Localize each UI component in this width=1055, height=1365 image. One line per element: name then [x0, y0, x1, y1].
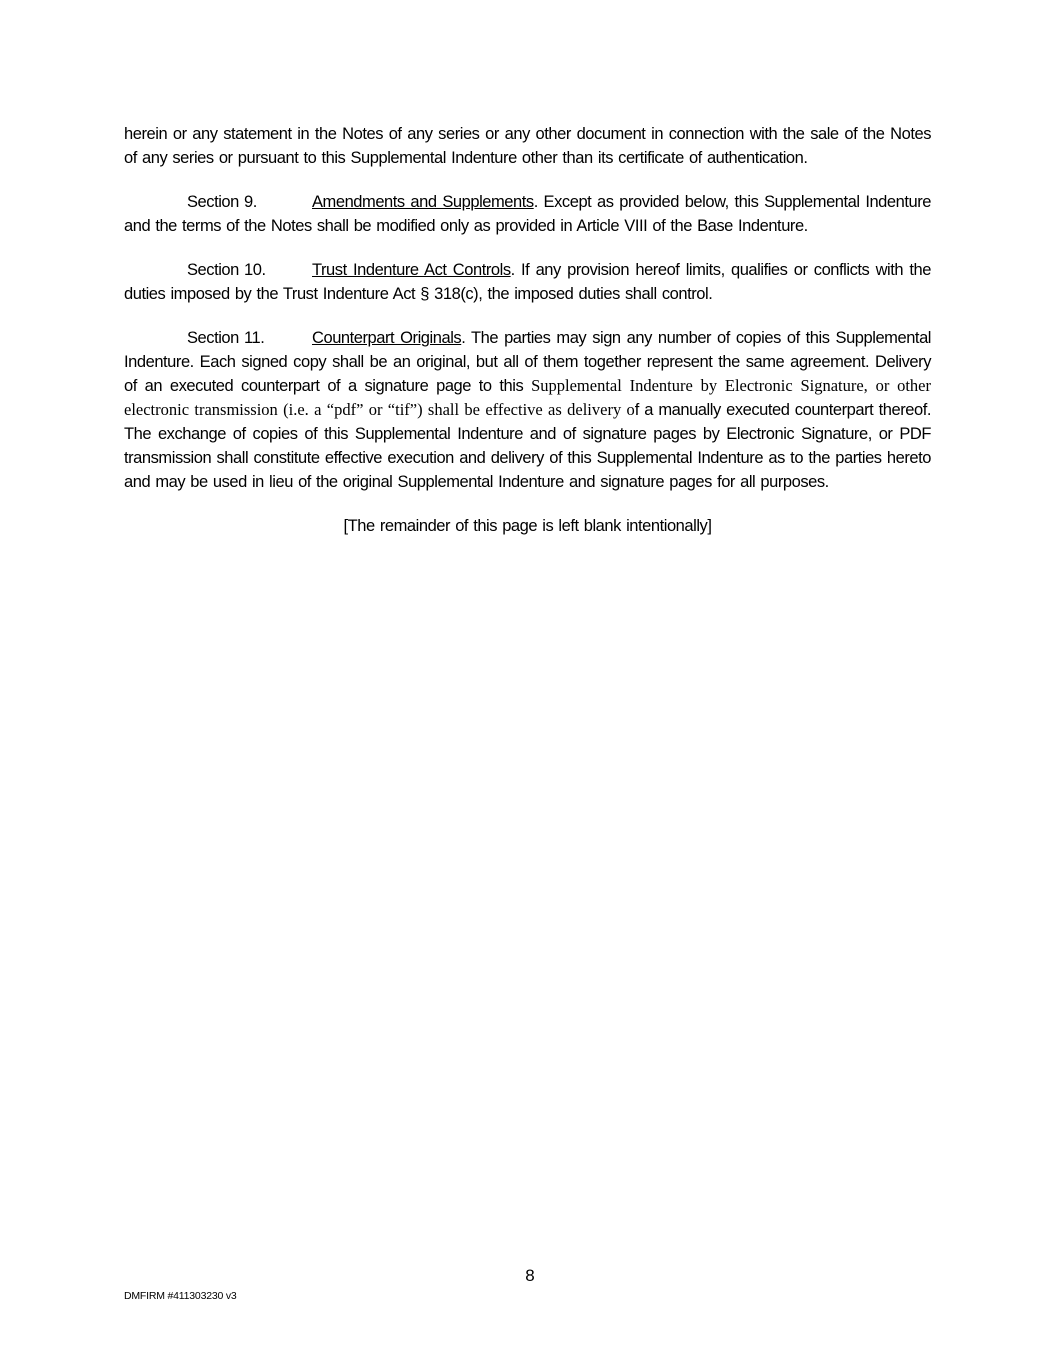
section-10-heading: Trust Indenture Act Controls [312, 261, 511, 279]
section-9-heading: Amendments and Supplements [312, 193, 534, 211]
document-body [124, 122, 931, 558]
section-11-text: . The parties may sign any number of copies of this Supplemental Indenture. Each signed copy shall be an original, but all of them together represent the same agreement. Delivery of an executed counterpart of a signature page to this [124, 329, 932, 395]
section-11-serif-text: Supplemental Indenture by Electronic Signature, or other electronic transmission (i.e. a “pdf” or “tif”) shall be effective as delivery o [124, 376, 931, 419]
section-11-heading: Counterpart Originals [312, 329, 462, 347]
section-10-number: Section 10. [187, 261, 266, 279]
page-number: 8 [525, 1266, 535, 1285]
section-9-number: Section 9. [187, 193, 257, 211]
section-9-paragraph [124, 190, 931, 238]
section-10-paragraph [124, 258, 931, 306]
section-11-paragraph [124, 326, 931, 494]
section-9-text: . Except as provided below, this Supplemental Indenture and the terms of the Notes shall be modified only as provided in Article VIII of the Base Indenture. [124, 193, 931, 235]
section-11-text-continued: f a manually executed counterpart thereof. The exchange of copies of this Supplemental Indenture and of signature pages by Electronic Signature, or PDF transmission shall constitute effective execution and delivery of this Supplemental Indenture as to the parties hereto and may be used in lieu of the original Supplemental Indenture and signature pages for all purposes. [124, 401, 932, 491]
remainder-blank-note: [The remainder of this page is left blank intentionally] [343, 517, 712, 535]
document-id-footer: DMFIRM #411303230 v3 [124, 1290, 237, 1302]
section-11-number: Section 11. [187, 329, 265, 347]
section-10-text: . If any provision hereof limits, qualifies or conflicts with the duties imposed by the Trust Indenture Act § 318(c), the imposed duties shall control. [124, 261, 931, 303]
intro-paragraph: herein or any statement in the Notes of any series or any other document in connection with the sale of the Notes of any series or pursuant to this Supplemental Indenture other than its certificate of authentication. [124, 125, 931, 167]
